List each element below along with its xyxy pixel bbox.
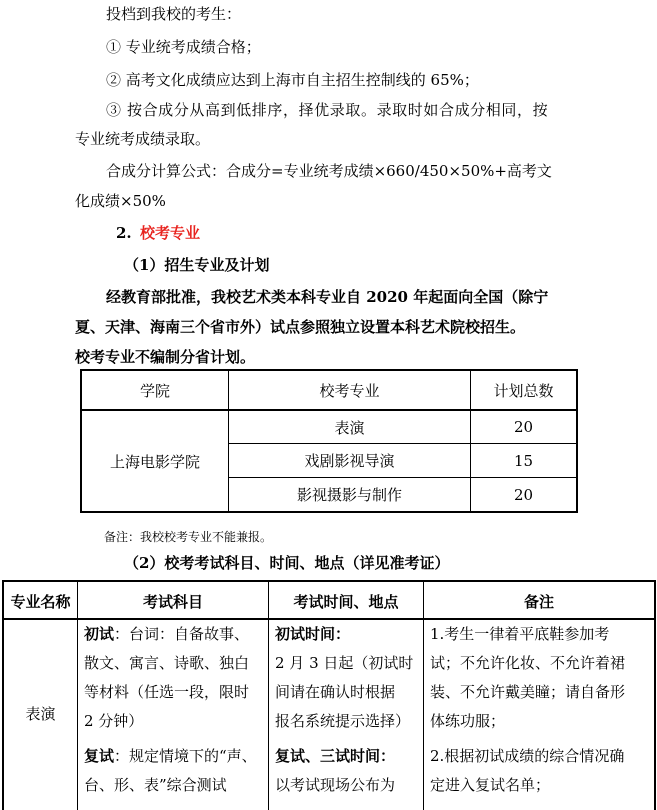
table-rule [77,582,78,810]
formula-line: 合成分计算公式：合成分=专业统考成绩×660/450×50%+高考文 [106,162,552,180]
subject-line: ：台词：自备故事、 [114,625,250,643]
intro-line: 投档到我校的考生： [106,5,242,23]
header-exam-time-place: 考试时间、地点 [293,593,399,611]
time-line: 以考试现场公布为 [275,776,396,794]
subject-line: ：规定情境下的“声、 [114,747,257,765]
section-title: 校考专业 [140,224,201,242]
subject-first-round [84,620,249,649]
second-round-time-label: 复试、三试时间： [275,747,396,765]
subject-second-round [84,742,257,771]
major-cell: 影视摄影与制作 [296,486,402,504]
remark-line: 1.考生一律着平底鞋参加考 [430,625,610,643]
major-cell: 戏剧影视导演 [304,452,395,470]
requirement-2: ② 高考文化成绩应达到上海市自主招生控制线的 65%； [106,71,479,89]
plan-count-cell: 20 [513,418,534,436]
remark-line: 体练功服； [430,712,506,730]
plan-count-cell: 15 [513,451,534,470]
enrollment-plan-table [80,369,578,513]
header-college: 学院 [139,381,170,400]
first-round-label: 初试 [84,625,115,643]
subject-line: 台、形、表”综合测试 [84,776,227,794]
section-number: 2. [116,224,132,242]
formula-line-cont: 化成绩×50% [75,192,166,210]
table-rule [268,582,269,810]
header-major-name: 专业名称 [10,593,71,611]
subject-line: 2 分钟） [84,712,144,730]
requirement-3: ③ 按合成分从高到低排序，择优录取。录取时如合成分相同，按 [106,101,549,119]
second-round-label: 复试 [84,747,115,765]
plan-count-cell: 20 [513,485,534,504]
exam-schedule-table [2,580,656,810]
subject-line: 等材料（任选一段，限时 [84,683,250,701]
table-note: 备注：我校校考专业不能兼报。 [104,530,273,544]
header-exam-subject: 考试科目 [142,593,203,611]
major-name: 表演 [25,705,56,723]
table-rule [423,582,424,810]
approval-paragraph: 经教育部批准，我校艺术类本科专业自 2020 年起面向全国（除宁 [106,288,549,306]
remark-line: 装、不允许戴美瞳；请自备形 [430,683,626,701]
college-name: 上海电影学院 [109,452,200,471]
time-line: 报名系统提示选择） [275,712,411,730]
first-round-time-label: 初试时间： [275,625,351,643]
subsection-title: （1）招生专业及计划 [124,256,270,274]
time-line: 间请在确认时根据 [275,683,396,701]
approval-paragraph-cont: 夏、天津、海南三个省市外）试点参照独立设置本科艺术院校招生。 [75,318,526,336]
major-cell: 表演 [334,418,365,437]
remark-line: 试；不允许化妆、不允许着裙 [430,654,626,672]
requirement-1: ① 专业统考成绩合格； [106,38,261,56]
requirement-3-cont: 专业统考成绩录取。 [75,130,211,148]
subsection-title-2: （2）校考考试科目、时间、地点（详见准考证） [124,554,450,572]
time-line: 2 月 3 日起（初试时 [275,654,414,672]
remark-line: 2.根据初试成绩的综合情况确 [430,747,625,765]
header-plan-total: 计划总数 [493,381,554,400]
remark-line: 定进入复试名单； [430,776,551,794]
header-remarks: 备注 [523,593,554,611]
header-major: 校考专业 [319,381,380,400]
subject-line: 散文、寓言、诗歌、独白 [84,654,250,672]
approval-paragraph-end: 校考专业不编制分省计划。 [75,348,256,366]
